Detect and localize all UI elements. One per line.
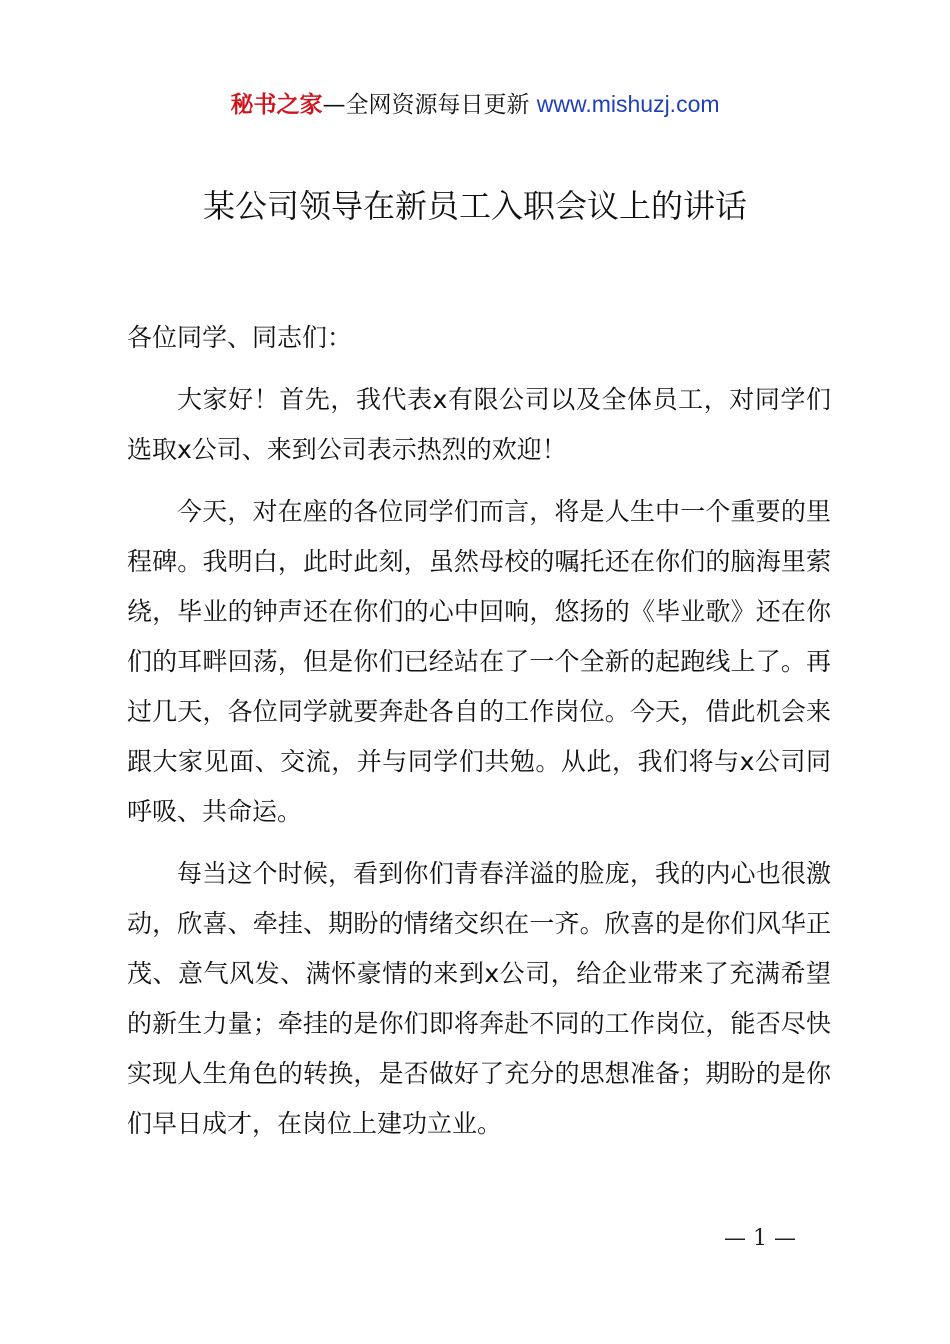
- site-header: [0, 86, 950, 123]
- page-number: — 1 —: [724, 1226, 796, 1251]
- paragraph-2: 今天，对在座的各位同学们而言，将是人生中一个重要的里程碑。我明白，此时此刻，虽然母校的嘱托还在你们的脑海里萦绕，毕业的钟声还在你们的心中回响，悠扬的《毕业歌》还在你们的耳畔回荡，但是你们已经站在了一个全新的起跑线上了。再过几天，各位同学就要奔赴各自的工作岗位。今天，借此机会来跟大家见面、交流，并与同学们共勉。从此，我们将与x公司同呼吸、共命运。: [127, 497, 831, 826]
- site-brand: 秘书之家: [230, 92, 323, 118]
- document-title: 某公司领导在新员工入职会议上的讲话: [202, 187, 747, 225]
- paragraph-3: 每当这个时候，看到你们青春洋溢的脸庞，我的内心也很激动，欣喜、牵挂、期盼的情绪交织在一齐。欣喜的是你们风华正茂、意气风发、满怀豪情的来到x公司，给企业带来了充满希望的新生力量；牵挂的是你们即将奔赴不同的工作岗位，能否尽快实现人生角色的转换，是否做好了充分的思想准备；期盼的是你们早日成才，在岗位上建功立业。: [127, 859, 831, 1138]
- site-url-link[interactable]: www.mishuzj.com: [536, 91, 720, 117]
- document-body: [127, 313, 831, 1161]
- paragraph-1: 大家好！首先，我代表x有限公司以及全体员工，对同学们选取x公司、来到公司表示热烈的欢迎！: [127, 385, 831, 464]
- site-tagline: —全网资源每日更新: [322, 92, 537, 118]
- salutation: 各位同学、同志们：: [127, 323, 353, 352]
